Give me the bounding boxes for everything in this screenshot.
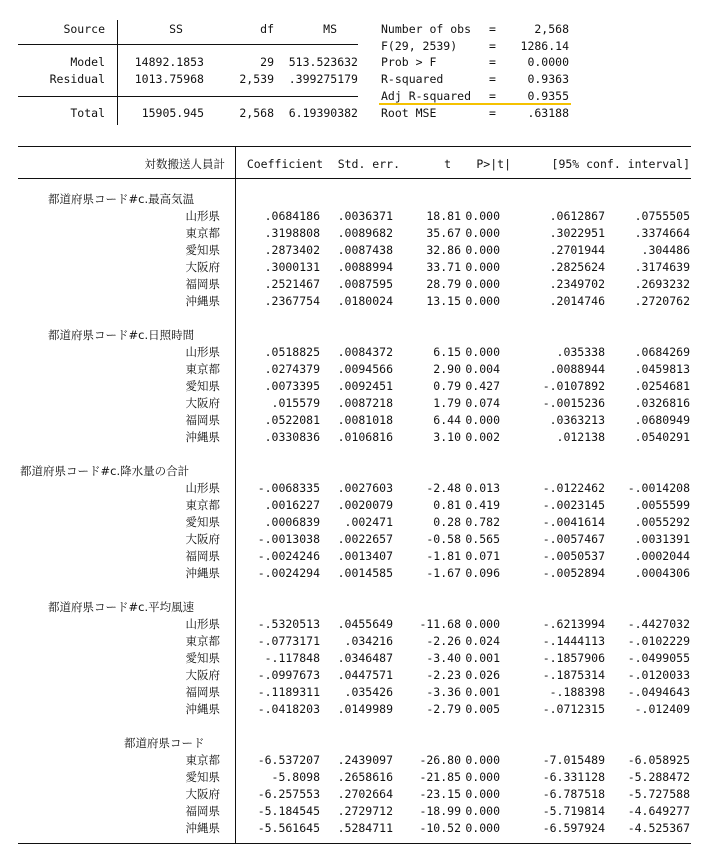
ci-lower-value: -.0052894 xyxy=(542,566,605,580)
row-label: 山形県 xyxy=(185,617,220,631)
row-label: 東京都 xyxy=(185,362,220,376)
anova-df: 29 xyxy=(260,55,274,69)
fit-equals: = xyxy=(489,39,496,53)
p-value: 0.000 xyxy=(465,345,500,359)
std-err-value: .0081018 xyxy=(337,413,393,427)
anova-rule-right xyxy=(118,44,358,45)
coef-bottom-rule-right xyxy=(235,843,691,844)
fit-value: 0.9363 xyxy=(527,72,569,86)
std-err-value: .2658616 xyxy=(337,770,393,784)
coef-header-rule-right xyxy=(235,178,691,179)
row-label: 大阪府 xyxy=(185,668,220,682)
anova-ms: .399275179 xyxy=(288,72,358,86)
p-value: 0.000 xyxy=(465,243,500,257)
ci-lower-value: -6.597924 xyxy=(542,821,605,835)
fit-value: 0.9355 xyxy=(527,89,569,103)
group-title: 都道府県コード#c.降水量の合計 xyxy=(20,464,190,478)
header-coefficient: Coefficient xyxy=(246,157,323,171)
ci-upper-value: .0031391 xyxy=(634,532,690,546)
p-value: 0.000 xyxy=(465,821,500,835)
std-err-value: .0094566 xyxy=(337,362,393,376)
coef-top-rule-right xyxy=(235,146,691,147)
ci-lower-value: .2349702 xyxy=(549,277,605,291)
p-value: 0.427 xyxy=(465,379,500,393)
ci-lower-value: .2701944 xyxy=(549,243,605,257)
coef-value: .2873402 xyxy=(264,243,320,257)
row-label: 沖縄県 xyxy=(185,702,220,716)
p-value: 0.024 xyxy=(465,634,500,648)
anova-header-source: Source xyxy=(63,22,105,36)
ci-upper-value: .2720762 xyxy=(634,294,690,308)
ci-upper-value: .0254681 xyxy=(634,379,690,393)
std-err-value: .035426 xyxy=(344,685,393,699)
t-value: 1.79 xyxy=(433,396,461,410)
coef-value: -.0997673 xyxy=(257,668,320,682)
t-value: -2.26 xyxy=(426,634,461,648)
ci-lower-value: -.188398 xyxy=(549,685,605,699)
t-value: -23.15 xyxy=(419,787,461,801)
ci-lower-value: .0612867 xyxy=(549,209,605,223)
ci-lower-value: -.6213994 xyxy=(542,617,605,631)
p-value: 0.000 xyxy=(465,617,500,631)
coef-value: -.5320513 xyxy=(257,617,320,631)
anova-header-ss: SS xyxy=(169,22,183,36)
anova-df: 2,568 xyxy=(239,106,274,120)
std-err-value: .0088994 xyxy=(337,260,393,274)
std-err-value: .2702664 xyxy=(337,787,393,801)
t-value: -11.68 xyxy=(419,617,461,631)
ci-upper-value: -5.727588 xyxy=(627,787,690,801)
ci-lower-value: -.0122462 xyxy=(542,481,605,495)
fit-value: 0.0000 xyxy=(527,55,569,69)
t-value: 2.90 xyxy=(433,362,461,376)
row-label: 大阪府 xyxy=(185,260,220,274)
header-t: t xyxy=(444,157,451,171)
t-value: -1.81 xyxy=(426,549,461,563)
ci-lower-value: -.0023145 xyxy=(542,498,605,512)
p-value: 0.004 xyxy=(465,362,500,376)
fit-label: R-squared xyxy=(381,72,444,86)
p-value: 0.000 xyxy=(465,260,500,274)
anova-rule-left xyxy=(18,44,118,45)
ci-lower-value: .0363213 xyxy=(549,413,605,427)
coef-value: .3000131 xyxy=(264,260,320,274)
t-value: -2.48 xyxy=(426,481,461,495)
ci-upper-value: -4.525367 xyxy=(627,821,690,835)
fit-equals: = xyxy=(489,106,496,120)
std-err-value: .0020079 xyxy=(337,498,393,512)
row-label: 沖縄県 xyxy=(185,430,220,444)
row-label: 福岡県 xyxy=(185,549,220,563)
header-conf-interval: [95% conf. interval] xyxy=(551,157,690,171)
ci-upper-value: .3174639 xyxy=(634,260,690,274)
row-label: 東京都 xyxy=(185,753,220,767)
row-label: 愛知県 xyxy=(185,770,220,784)
coef-value: .0073395 xyxy=(264,379,320,393)
ci-upper-value: .0055599 xyxy=(634,498,690,512)
anova-source: Total xyxy=(70,106,105,120)
coef-value: .0016227 xyxy=(264,498,320,512)
p-value: 0.565 xyxy=(465,532,500,546)
t-value: 32.86 xyxy=(426,243,461,257)
coef-value: .3198808 xyxy=(264,226,320,240)
fit-equals: = xyxy=(489,89,496,103)
group-title: 都道府県コード#c.日照時間 xyxy=(48,328,195,342)
row-label: 愛知県 xyxy=(185,515,220,529)
std-err-value: .0447571 xyxy=(337,668,393,682)
t-value: 0.79 xyxy=(433,379,461,393)
ci-lower-value: .035338 xyxy=(556,345,605,359)
anova-ss: 1013.75968 xyxy=(134,72,204,86)
coef-value: -.0013038 xyxy=(257,532,320,546)
std-err-value: .0455649 xyxy=(337,617,393,631)
anova-source: Residual xyxy=(49,72,105,86)
row-label: 沖縄県 xyxy=(185,566,220,580)
ci-lower-value: -5.719814 xyxy=(542,804,605,818)
row-label: 福岡県 xyxy=(185,804,220,818)
ci-lower-value: -.0015236 xyxy=(542,396,605,410)
anova-header-ms: MS xyxy=(323,22,337,36)
p-value: 0.002 xyxy=(465,430,500,444)
ci-upper-value: .0680949 xyxy=(634,413,690,427)
std-err-value: .5284711 xyxy=(337,821,393,835)
ci-lower-value: -.1875314 xyxy=(542,668,605,682)
t-value: 33.71 xyxy=(426,260,461,274)
fit-value: 2,568 xyxy=(534,22,569,36)
std-err-value: .0106816 xyxy=(337,430,393,444)
row-label: 東京都 xyxy=(185,634,220,648)
std-err-value: .0149989 xyxy=(337,702,393,716)
std-err-value: .034216 xyxy=(344,634,393,648)
ci-upper-value: -.0102229 xyxy=(627,634,690,648)
std-err-value: .2729712 xyxy=(337,804,393,818)
std-err-value: .0014585 xyxy=(337,566,393,580)
fit-value: 1286.14 xyxy=(520,39,569,53)
coef-separator xyxy=(235,146,236,843)
row-label: 大阪府 xyxy=(185,396,220,410)
row-label: 沖縄県 xyxy=(185,294,220,308)
p-value: 0.000 xyxy=(465,413,500,427)
row-label: 福岡県 xyxy=(185,277,220,291)
fit-equals: = xyxy=(489,22,496,36)
ci-upper-value: .0004306 xyxy=(634,566,690,580)
header-p: P>|t| xyxy=(476,157,511,171)
t-value: -2.23 xyxy=(426,668,461,682)
std-err-value: .0346487 xyxy=(337,651,393,665)
p-value: 0.000 xyxy=(465,294,500,308)
ci-lower-value: -.0107892 xyxy=(542,379,605,393)
coef-value: .0330836 xyxy=(264,430,320,444)
std-err-value: .2439097 xyxy=(337,753,393,767)
row-label: 福岡県 xyxy=(185,685,220,699)
ci-upper-value: .0326816 xyxy=(634,396,690,410)
t-value: -2.79 xyxy=(426,702,461,716)
ci-lower-value: -.0041614 xyxy=(542,515,605,529)
fit-equals: = xyxy=(489,55,496,69)
t-value: -21.85 xyxy=(419,770,461,784)
group-title: 都道府県コード#c.平均風速 xyxy=(48,600,195,614)
anova-ss: 15905.945 xyxy=(141,106,204,120)
ci-upper-value: .0002044 xyxy=(634,549,690,563)
p-value: 0.074 xyxy=(465,396,500,410)
ci-upper-value: .0755505 xyxy=(634,209,690,223)
std-err-value: .0013407 xyxy=(337,549,393,563)
fit-label: Prob > F xyxy=(381,55,437,69)
fit-label: Root MSE xyxy=(381,106,437,120)
coef-value: .0274379 xyxy=(264,362,320,376)
t-value: -10.52 xyxy=(419,821,461,835)
coef-value: .2367754 xyxy=(264,294,320,308)
fit-label: Adj R-squared xyxy=(381,89,472,103)
t-value: 6.44 xyxy=(433,413,461,427)
p-value: 0.001 xyxy=(465,651,500,665)
anova-header-df: df xyxy=(260,22,274,36)
p-value: 0.071 xyxy=(465,549,500,563)
t-value: -26.80 xyxy=(419,753,461,767)
anova-ms: 513.523632 xyxy=(288,55,358,69)
anova-df: 2,539 xyxy=(239,72,274,86)
coef-bottom-rule-left xyxy=(18,843,235,844)
ci-lower-value: -.0057467 xyxy=(542,532,605,546)
group-title: 都道府県コード xyxy=(124,736,205,750)
coef-value: -6.257553 xyxy=(257,787,320,801)
p-value: 0.000 xyxy=(465,226,500,240)
ci-lower-value: -6.787518 xyxy=(542,787,605,801)
coef-value: .0518825 xyxy=(264,345,320,359)
ci-upper-value: .0684269 xyxy=(634,345,690,359)
header-std-err: Std. err. xyxy=(337,157,400,171)
anova-source: Model xyxy=(70,55,105,69)
ci-upper-value: -.4427032 xyxy=(627,617,690,631)
p-value: 0.000 xyxy=(465,209,500,223)
anova-ss: 14892.1853 xyxy=(134,55,204,69)
ci-lower-value: .2825624 xyxy=(549,260,605,274)
coef-value: -.0773171 xyxy=(257,634,320,648)
std-err-value: .0180024 xyxy=(337,294,393,308)
row-label: 大阪府 xyxy=(185,532,220,546)
p-value: 0.005 xyxy=(465,702,500,716)
std-err-value: .0087438 xyxy=(337,243,393,257)
coef-value: -.0024294 xyxy=(257,566,320,580)
p-value: 0.096 xyxy=(465,566,500,580)
coef-header-rule-left xyxy=(18,178,235,179)
ci-lower-value: .2014746 xyxy=(549,294,605,308)
row-label: 東京都 xyxy=(185,226,220,240)
fit-equals: = xyxy=(489,72,496,86)
coef-value: -.0418203 xyxy=(257,702,320,716)
row-label: 沖縄県 xyxy=(185,821,220,835)
ci-upper-value: -.0499055 xyxy=(627,651,690,665)
t-value: 28.79 xyxy=(426,277,461,291)
std-err-value: .0089682 xyxy=(337,226,393,240)
ci-upper-value: .0055292 xyxy=(634,515,690,529)
p-value: 0.000 xyxy=(465,787,500,801)
t-value: 18.81 xyxy=(426,209,461,223)
p-value: 0.026 xyxy=(465,668,500,682)
ci-lower-value: .012138 xyxy=(556,430,605,444)
coef-value: -5.184545 xyxy=(257,804,320,818)
group-title: 都道府県コード#c.最高気温 xyxy=(48,192,195,206)
t-value: 35.67 xyxy=(426,226,461,240)
coef-value: .2521467 xyxy=(264,277,320,291)
adj-r-squared-highlight xyxy=(379,103,571,105)
ci-lower-value: -.1444113 xyxy=(542,634,605,648)
std-err-value: .0087218 xyxy=(337,396,393,410)
ci-upper-value: -.0014208 xyxy=(627,481,690,495)
std-err-value: .0092451 xyxy=(337,379,393,393)
ci-lower-value: .3022951 xyxy=(549,226,605,240)
t-value: -1.67 xyxy=(426,566,461,580)
ci-lower-value: -6.331128 xyxy=(542,770,605,784)
ci-lower-value: -.1857906 xyxy=(542,651,605,665)
ci-lower-value: .0088944 xyxy=(549,362,605,376)
fit-value: .63188 xyxy=(527,106,569,120)
p-value: 0.000 xyxy=(465,753,500,767)
coef-value: -.0024246 xyxy=(257,549,320,563)
coef-value: -.117848 xyxy=(264,651,320,665)
t-value: -3.40 xyxy=(426,651,461,665)
coef-value: .015579 xyxy=(271,396,320,410)
coef-value: -6.537207 xyxy=(257,753,320,767)
anova-total-rule-left xyxy=(18,96,118,97)
ci-upper-value: -4.649277 xyxy=(627,804,690,818)
t-value: -3.36 xyxy=(426,685,461,699)
ci-upper-value: -5.288472 xyxy=(627,770,690,784)
p-value: 0.000 xyxy=(465,770,500,784)
ci-upper-value: -.0494643 xyxy=(627,685,690,699)
t-value: 0.28 xyxy=(433,515,461,529)
p-value: 0.419 xyxy=(465,498,500,512)
ci-upper-value: .304486 xyxy=(641,243,690,257)
coef-value: -.0068335 xyxy=(257,481,320,495)
p-value: 0.000 xyxy=(465,277,500,291)
t-value: 13.15 xyxy=(426,294,461,308)
coef-value: -5.561645 xyxy=(257,821,320,835)
std-err-value: .0036371 xyxy=(337,209,393,223)
ci-lower-value: -7.015489 xyxy=(542,753,605,767)
p-value: 0.782 xyxy=(465,515,500,529)
p-value: 0.013 xyxy=(465,481,500,495)
ci-lower-value: -.0712315 xyxy=(542,702,605,716)
ci-upper-value: .3374664 xyxy=(634,226,690,240)
row-label: 大阪府 xyxy=(185,787,220,801)
coef-top-rule-left xyxy=(18,146,235,147)
ci-upper-value: -6.058925 xyxy=(627,753,690,767)
ci-upper-value: -.0120033 xyxy=(627,668,690,682)
t-value: -18.99 xyxy=(419,804,461,818)
coef-value: .0006839 xyxy=(264,515,320,529)
fit-label: F(29, 2539) xyxy=(381,39,458,53)
row-label: 山形県 xyxy=(185,209,220,223)
t-value: 0.81 xyxy=(433,498,461,512)
std-err-value: .0087595 xyxy=(337,277,393,291)
std-err-value: .002471 xyxy=(344,515,393,529)
row-label: 愛知県 xyxy=(185,651,220,665)
row-label: 東京都 xyxy=(185,498,220,512)
ci-upper-value: -.012409 xyxy=(634,702,690,716)
std-err-value: .0027603 xyxy=(337,481,393,495)
row-label: 山形県 xyxy=(185,345,220,359)
coef-value: .0522081 xyxy=(264,413,320,427)
std-err-value: .0022657 xyxy=(337,532,393,546)
ci-upper-value: .0540291 xyxy=(634,430,690,444)
ci-upper-value: .0459813 xyxy=(634,362,690,376)
p-value: 0.001 xyxy=(465,685,500,699)
anova-ms: 6.19390382 xyxy=(288,106,358,120)
coef-value: .0684186 xyxy=(264,209,320,223)
p-value: 0.000 xyxy=(465,804,500,818)
fit-label: Number of obs xyxy=(381,22,472,36)
anova-total-rule-right xyxy=(118,96,358,97)
dependent-variable: 対数搬送人員計 xyxy=(144,157,225,171)
std-err-value: .0084372 xyxy=(337,345,393,359)
t-value: 3.10 xyxy=(433,430,461,444)
row-label: 愛知県 xyxy=(185,243,220,257)
coef-value: -5.8098 xyxy=(271,770,320,784)
t-value: 6.15 xyxy=(433,345,461,359)
t-value: -0.58 xyxy=(426,532,461,546)
coef-value: -.1189311 xyxy=(257,685,320,699)
ci-upper-value: .2693232 xyxy=(634,277,690,291)
row-label: 山形県 xyxy=(185,481,220,495)
ci-lower-value: -.0050537 xyxy=(542,549,605,563)
row-label: 福岡県 xyxy=(185,413,220,427)
row-label: 愛知県 xyxy=(185,379,220,393)
